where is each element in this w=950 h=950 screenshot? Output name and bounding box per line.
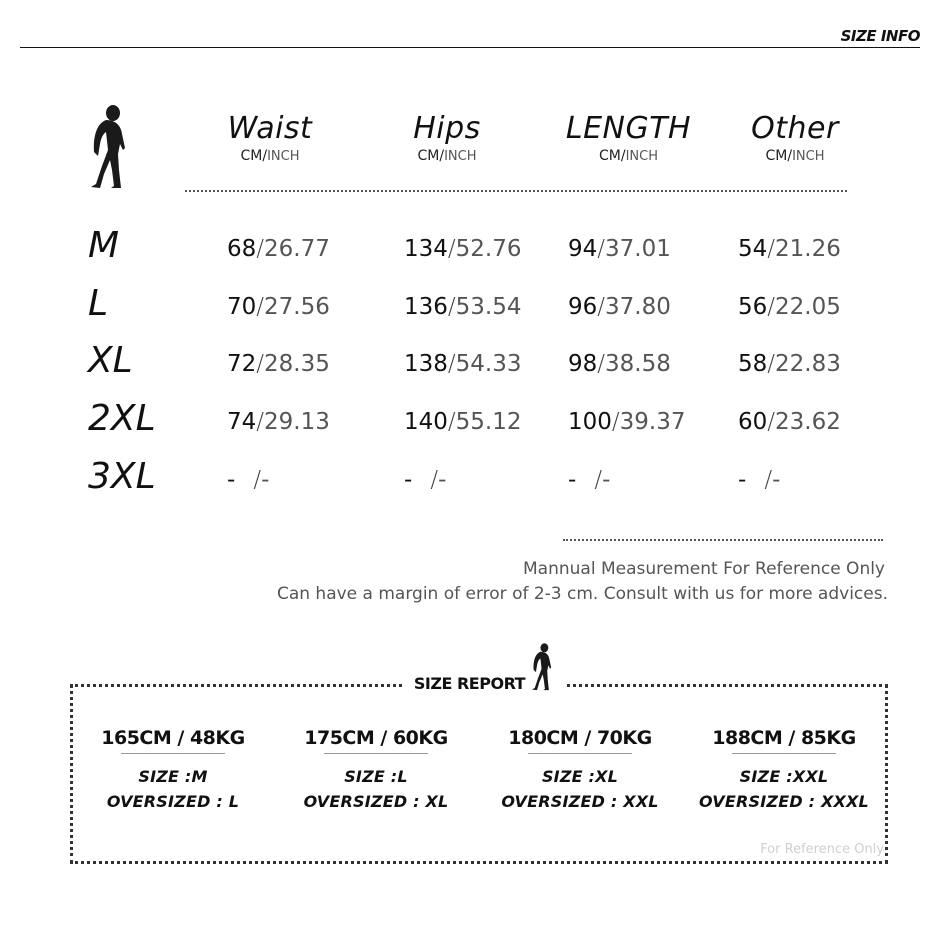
column-unit: [195, 147, 345, 166]
column-header-length: [546, 111, 711, 166]
value-separator: /: [767, 236, 776, 262]
measurement-cell: [568, 349, 671, 379]
measurement-cell: [404, 465, 446, 495]
unit-inch: INCH: [444, 149, 477, 164]
oversized-size: OVERSIZED : L: [106, 792, 240, 811]
value-cm: -: [227, 467, 236, 493]
column-header-hips: [372, 111, 522, 166]
value-cm: 74: [227, 409, 257, 435]
unit-sep: /: [439, 148, 445, 164]
unit-sep: /: [620, 148, 626, 164]
value-inch: 27.56: [264, 294, 330, 320]
value-cm: 68: [227, 236, 257, 262]
size-label-m: M: [88, 225, 120, 266]
measurement-cell: [568, 292, 671, 322]
margin-note: Can have a margin of error of 2-3 cm. Consult with us for more advices.: [276, 584, 888, 604]
value-cm: 70: [227, 294, 257, 320]
unit-inch: INCH: [267, 149, 300, 164]
measurement-cell: [738, 292, 841, 322]
item-underline: [324, 753, 428, 754]
value-inch: 22.05: [775, 294, 841, 320]
value-inch: 22.83: [775, 351, 841, 377]
value-inch: 54.33: [455, 351, 522, 377]
value-inch: 37.80: [605, 294, 671, 320]
unit-inch: INCH: [792, 149, 825, 164]
value-separator: /: [767, 351, 776, 377]
measurement-cell: [404, 349, 522, 379]
value-separator: /: [767, 409, 776, 435]
value-inch: 28.35: [264, 351, 330, 377]
size-label-xl: XL: [88, 340, 133, 381]
column-unit: [546, 147, 711, 166]
value-inch: 55.12: [455, 409, 522, 435]
column-label: Hips: [413, 111, 481, 146]
value-cm: 134: [404, 236, 448, 262]
value-separator: /: [597, 294, 606, 320]
value-cm: -: [404, 467, 413, 493]
unit-cm: CM: [417, 148, 440, 164]
value-inch: 21.26: [775, 236, 841, 262]
human-silhouette-icon: [84, 104, 130, 190]
size-report-item: [276, 725, 476, 814]
item-underline: [121, 753, 225, 754]
measurement-cell: [227, 465, 269, 495]
column-unit: [372, 147, 522, 166]
value-cm: 136: [404, 294, 448, 320]
value-separator: /: [253, 467, 262, 493]
height-weight: 188CM / 85KG: [712, 727, 856, 749]
unit-cm: CM: [599, 148, 621, 164]
measurement-cell: [738, 465, 780, 495]
measurement-cell: [738, 234, 841, 264]
height-weight: 175CM / 60KG: [304, 727, 448, 749]
value-cm: 60: [738, 409, 768, 435]
item-underline: [732, 753, 836, 754]
value-cm: 100: [568, 409, 612, 435]
report-footnote: For Reference Only: [760, 842, 884, 857]
value-cm: 140: [404, 409, 448, 435]
measurement-cell: [404, 407, 522, 437]
value-cm: 56: [738, 294, 768, 320]
recommended-size: SIZE :L: [344, 767, 408, 786]
measurement-cell: [568, 407, 686, 437]
value-separator: /: [597, 236, 606, 262]
measurement-cell: [404, 234, 522, 264]
header-divider: [20, 47, 920, 48]
notes-dotted-divider: [563, 539, 883, 541]
value-cm: 98: [568, 351, 598, 377]
value-separator: /: [256, 294, 265, 320]
reference-note: Mannual Measurement For Reference Only: [523, 559, 885, 579]
unit-sep: /: [787, 148, 793, 164]
size-report-item: [480, 725, 680, 814]
value-cm: -: [738, 467, 747, 493]
value-inch: 37.01: [605, 236, 671, 262]
measurement-cell: [404, 292, 522, 322]
column-unit: [720, 147, 870, 166]
value-separator: /: [594, 467, 603, 493]
value-inch: 39.37: [619, 409, 686, 435]
size-report-title: SIZE REPORT: [413, 674, 526, 693]
oversized-size: OVERSIZED : XXL: [501, 792, 659, 811]
size-report-item: [73, 725, 273, 814]
size-info-title: SIZE INFO: [840, 27, 920, 45]
column-header-waist: [195, 111, 345, 166]
value-separator: /: [447, 236, 456, 262]
value-cm: 138: [404, 351, 448, 377]
recommended-size: SIZE :XXL: [739, 767, 829, 786]
unit-inch: INCH: [625, 149, 658, 164]
value-cm: 94: [568, 236, 598, 262]
value-inch: -: [602, 467, 611, 493]
measurement-cell: [227, 292, 330, 322]
item-underline: [528, 753, 632, 754]
column-header-other: [720, 111, 870, 166]
value-separator: /: [256, 351, 265, 377]
unit-sep: /: [262, 148, 268, 164]
column-label: Other: [751, 111, 839, 146]
oversized-size: OVERSIZED : XXXL: [699, 792, 869, 811]
unit-cm: CM: [240, 148, 263, 164]
size-label-3xl: 3XL: [88, 456, 156, 497]
value-cm: 72: [227, 351, 257, 377]
value-inch: -: [772, 467, 781, 493]
value-cm: 96: [568, 294, 598, 320]
measurement-cell: [738, 407, 841, 437]
value-inch: 26.77: [264, 236, 330, 262]
human-silhouette-icon: [528, 642, 554, 692]
recommended-size: SIZE :M: [138, 767, 208, 786]
value-separator: /: [447, 294, 456, 320]
value-separator: /: [256, 236, 265, 262]
column-label: Waist: [227, 111, 313, 146]
value-inch: 38.58: [605, 351, 671, 377]
value-cm: -: [568, 467, 577, 493]
value-separator: /: [764, 467, 773, 493]
height-weight: 165CM / 48KG: [101, 727, 245, 749]
value-inch: 53.54: [455, 294, 522, 320]
size-label-2xl: 2XL: [88, 398, 156, 439]
measurement-cell: [738, 349, 841, 379]
value-cm: 54: [738, 236, 768, 262]
value-separator: /: [447, 409, 456, 435]
value-inch: 23.62: [775, 409, 841, 435]
height-weight: 180CM / 70KG: [508, 727, 652, 749]
unit-cm: CM: [765, 148, 788, 164]
value-inch: 29.13: [264, 409, 330, 435]
value-separator: /: [256, 409, 265, 435]
column-label: LENGTH: [565, 111, 692, 146]
measurement-cell: [568, 465, 610, 495]
measurement-cell: [568, 234, 671, 264]
value-separator: /: [447, 351, 456, 377]
recommended-size: SIZE :XL: [541, 767, 619, 786]
value-cm: 58: [738, 351, 768, 377]
oversized-size: OVERSIZED : XL: [303, 792, 449, 811]
value-separator: /: [611, 409, 620, 435]
value-inch: 52.76: [455, 236, 522, 262]
value-inch: -: [261, 467, 270, 493]
value-separator: /: [430, 467, 439, 493]
value-separator: /: [767, 294, 776, 320]
value-inch: -: [438, 467, 447, 493]
measurement-cell: [227, 407, 330, 437]
value-separator: /: [597, 351, 606, 377]
size-label-l: L: [88, 283, 109, 324]
measurement-cell: [227, 234, 330, 264]
header-dotted-divider: [185, 190, 847, 192]
size-report-item: [684, 725, 884, 814]
measurement-cell: [227, 349, 330, 379]
